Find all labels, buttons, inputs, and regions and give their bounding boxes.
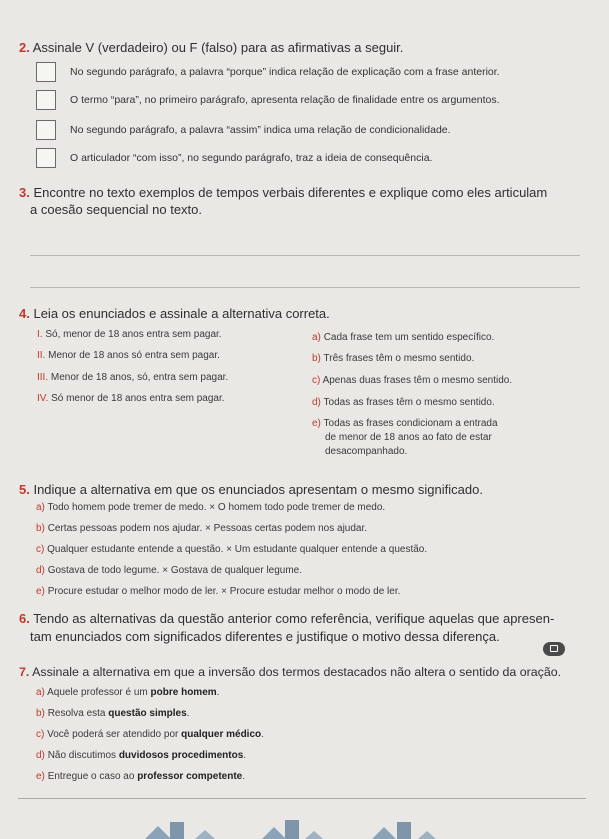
q7-option-e-pre: Entregue o caso ao xyxy=(47,771,138,782)
q5-option-e-letter: e) xyxy=(36,586,45,597)
q2-item-3 xyxy=(36,119,451,141)
q2-checkbox-4[interactable] xyxy=(36,148,56,168)
q4-option-e-line1: Todas as frases condicionam a entrada xyxy=(323,418,498,429)
q4-option-b[interactable] xyxy=(312,352,572,366)
q5-option-b[interactable] xyxy=(36,523,367,534)
q4-statement-1-num: I. xyxy=(37,329,43,340)
q7-option-a-letter: a) xyxy=(36,687,45,698)
q7-title-text: Assinale a alternativa em que a inversão dos termos destacados não altera o sentido da oração. xyxy=(32,665,562,679)
q4-option-d-letter: d) xyxy=(312,397,321,408)
q5-title xyxy=(19,481,594,498)
q5-option-c[interactable] xyxy=(36,544,427,555)
q3-title-line1: Encontre no texto exemplos de tempos verbais diferentes e explique como eles articulam xyxy=(33,185,548,200)
q7-option-a[interactable] xyxy=(36,687,219,698)
q4-statement-3 xyxy=(37,372,228,383)
q4-option-a-letter: a) xyxy=(312,332,321,343)
q5-option-c-text: Qualquer estudante entende a questão. × Um estudante qualquer entende a questão. xyxy=(47,544,428,555)
q6-title-line1: Tendo as alternativas da questão anterior como referência, verifique aquelas que apresen- xyxy=(33,611,555,626)
q7-option-e-bold: professor competente xyxy=(137,771,243,782)
q5-option-c-letter: c) xyxy=(36,544,45,555)
deco-triangle-1 xyxy=(145,826,171,839)
deco-block-3 xyxy=(397,822,411,839)
q7-option-b[interactable] xyxy=(36,708,189,719)
q2-item-3-text: No segundo parágrafo, a palavra “assim” indica uma relação de condicionalidade. xyxy=(70,124,451,136)
q2-checkbox-1[interactable] xyxy=(36,62,56,82)
q2-checkbox-2[interactable] xyxy=(36,90,56,110)
q5-option-e[interactable] xyxy=(36,586,400,597)
deco-triangle-2 xyxy=(195,830,215,839)
q5-option-d-letter: d) xyxy=(36,565,45,576)
q4-option-e-line2: de menor de 18 anos ao fato de estar xyxy=(325,432,492,443)
q7-number: 7. xyxy=(19,665,30,679)
q7-option-a-bold: pobre homem xyxy=(150,687,217,698)
q7-option-c-letter: c) xyxy=(36,729,45,740)
bottom-rule xyxy=(18,798,586,799)
q4-option-e[interactable] xyxy=(312,417,572,459)
q7-option-c-pre: Você poderá ser atendido por xyxy=(47,729,182,740)
decorative-pattern xyxy=(0,806,609,839)
q4-statement-2-text: Menor de 18 anos só entra sem pagar. xyxy=(48,350,220,361)
q4-statement-4-text: Só menor de 18 anos entra sem pagar. xyxy=(51,393,225,404)
q3-title-cont xyxy=(30,201,605,218)
q4-option-c-text: Apenas duas frases têm o mesmo sentido. xyxy=(322,375,513,386)
q4-title-text: Leia os enunciados e assinale a alternativa correta. xyxy=(33,306,330,321)
q2-item-4 xyxy=(36,147,432,169)
q4-option-b-letter: b) xyxy=(312,353,321,364)
q4-statement-4 xyxy=(37,393,225,404)
q6-title xyxy=(19,610,594,627)
q4-statement-1 xyxy=(37,329,222,340)
q4-option-a[interactable] xyxy=(312,331,572,345)
q2-title xyxy=(19,39,594,56)
q5-option-e-text: Procure estudar o melhor modo de ler. × Procure estudar melhor o modo de ler. xyxy=(47,586,401,597)
q4-option-d[interactable] xyxy=(312,396,572,410)
q7-option-b-post: . xyxy=(186,708,190,719)
q4-number: 4. xyxy=(19,306,30,321)
q6-number: 6. xyxy=(19,611,30,626)
deco-triangle-6 xyxy=(418,831,436,839)
q3-title xyxy=(19,184,594,201)
q7-option-e-post: . xyxy=(242,771,246,782)
q7-option-a-pre: Aquele professor é um xyxy=(47,687,151,698)
q7-option-d-post: . xyxy=(243,750,247,761)
q7-option-b-pre: Resolva esta xyxy=(47,708,109,719)
deco-triangle-3 xyxy=(262,827,286,839)
q4-option-c[interactable] xyxy=(312,374,572,388)
q5-option-b-text: Certas pessoas podem nos ajudar. × Pessoas certas podem nos ajudar. xyxy=(47,523,368,534)
q7-title xyxy=(19,664,594,681)
q7-option-e[interactable] xyxy=(36,771,245,782)
q4-statement-2 xyxy=(37,350,220,361)
q7-option-c-bold: qualquer médico xyxy=(181,729,262,740)
q7-option-d-letter: d) xyxy=(36,750,45,761)
q7-option-c[interactable] xyxy=(36,729,264,740)
q7-option-e-letter: e) xyxy=(36,771,45,782)
q2-item-1-text: No segundo parágrafo, a palavra “porque” indica relação de explicação com a frase anterior. xyxy=(70,66,500,78)
q6-title-cont xyxy=(30,628,540,645)
q2-item-1 xyxy=(36,61,500,83)
q2-title-text: Assinale V (verdadeiro) ou F (falso) para as afirmativas a seguir. xyxy=(32,40,404,55)
q4-statement-3-num: III. xyxy=(37,372,49,383)
q2-checkbox-3[interactable] xyxy=(36,120,56,140)
q4-statement-1-text: Só, menor de 18 anos entra sem pagar. xyxy=(45,329,222,340)
q4-statement-3-text: Menor de 18 anos, só, entra sem pagar. xyxy=(50,372,229,383)
q7-option-d-pre: Não discutimos xyxy=(47,750,119,761)
q5-option-d-text: Gostava de todo legume. × Gostava de qualquer legume. xyxy=(47,565,303,576)
q5-number: 5. xyxy=(19,482,30,497)
q6-title-line2: tam enunciados com significados diferentes e justifique o motivo dessa diferença. xyxy=(30,629,500,644)
q3-number: 3. xyxy=(19,185,30,200)
q7-option-c-post: . xyxy=(261,729,264,740)
q4-statement-4-num: IV. xyxy=(37,393,49,404)
deco-block-2 xyxy=(285,820,299,839)
q4-option-e-line3: desacompanhado. xyxy=(325,446,408,457)
deco-triangle-4 xyxy=(305,831,323,839)
q4-option-a-text: Cada frase tem um sentido específico. xyxy=(323,332,495,343)
q4-option-c-letter: c) xyxy=(312,375,321,386)
q4-option-e-letter: e) xyxy=(312,418,321,429)
deco-block-1 xyxy=(170,822,184,839)
q4-option-b-text: Três frases têm o mesmo sentido. xyxy=(323,353,475,364)
q2-number: 2. xyxy=(19,40,30,55)
q4-statement-2-num: II. xyxy=(37,350,46,361)
q3-answer-line-1[interactable] xyxy=(30,255,580,256)
q4-option-d-text: Todas as frases têm o mesmo sentido. xyxy=(323,397,495,408)
q7-option-b-bold: questão simples xyxy=(108,708,187,719)
q7-option-b-letter: b) xyxy=(36,708,45,719)
q2-item-2 xyxy=(36,89,500,111)
q2-item-2-text: O termo “para”, no primeiro parágrafo, apresenta relação de finalidade entre os argumentos. xyxy=(70,94,500,106)
q3-answer-line-2[interactable] xyxy=(30,287,580,288)
q5-option-d[interactable] xyxy=(36,565,302,576)
q7-option-d[interactable] xyxy=(36,750,246,761)
q7-option-d-bold: duvidosos procedimentos xyxy=(118,750,244,761)
q4-title xyxy=(19,305,594,322)
q5-title-text: Indique a alternativa em que os enunciados apresentam o mesmo significado. xyxy=(33,482,483,497)
deco-triangle-5 xyxy=(372,827,396,839)
q5-option-a[interactable] xyxy=(36,502,385,513)
q5-option-a-text: Todo homem pode tremer de medo. × O homem todo pode tremer de medo. xyxy=(47,502,386,513)
q5-option-b-letter: b) xyxy=(36,523,45,534)
note-icon[interactable] xyxy=(543,642,565,656)
q3-title-line2: a coesão sequencial no texto. xyxy=(30,202,203,217)
q7-option-a-post: . xyxy=(216,687,220,698)
q5-option-a-letter: a) xyxy=(36,502,45,513)
q2-item-4-text: O articulador “com isso”, no segundo parágrafo, traz a ideia de consequência. xyxy=(70,152,433,164)
